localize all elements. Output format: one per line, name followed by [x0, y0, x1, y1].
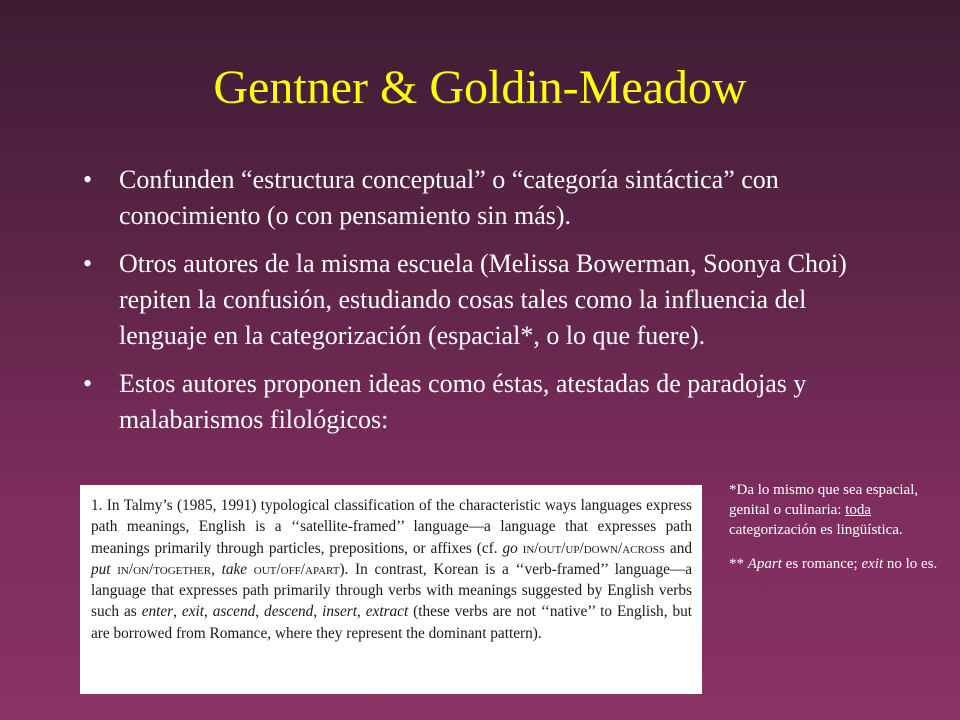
quote-italic: take — [221, 560, 254, 578]
bullet-text: Confunden “estructura conceptual” o “categoría sintáctica” con conocimiento (o con pensamiento sin más). — [119, 165, 779, 230]
quote-italic: enter — [141, 603, 174, 621]
footnote-text: *Da lo mismo que sea espacial, genital o culinaria: — [729, 482, 919, 518]
footnote-text: no lo es. — [883, 556, 938, 572]
bullet-text: Estos autores proponen ideas como éstas, atestadas de paradojas y malabarismos filológicos: — [119, 369, 807, 434]
quote-italic: put — [91, 560, 118, 578]
bullet-item — [83, 246, 863, 354]
quote-italic: descend — [264, 603, 314, 621]
footnote-italic: exit — [861, 556, 884, 572]
bullet-dot: • — [83, 165, 93, 194]
quote-text: and — [665, 539, 692, 557]
quote-text: ). In contrast, Korean is a ‘‘verb-framed’’ language—a language that expresses path primarily through verbs with meanings suggested by English verbs such as — [91, 560, 692, 621]
quote-smallcaps: out/off/apart — [253, 560, 340, 578]
footnote-1 — [729, 480, 955, 540]
bullet-text: Otros autores de la misma escuela (Melissa Bowerman, Soonya Choi) repiten la confusión, estudiando cosas tales como la influencia del lenguaje en la categorización (espacial*, o lo que fuere). — [119, 249, 847, 350]
quote-text: , — [356, 603, 366, 621]
quote-text: , — [204, 603, 213, 621]
bullet-dot: • — [83, 249, 93, 278]
quote-italic: exit — [181, 603, 204, 621]
slide-title: Gentner & Goldin-Meadow — [213, 61, 747, 114]
footnote-text: es romance; — [781, 556, 862, 572]
quote-italic: ascend — [212, 603, 256, 621]
quote-smallcaps: in/out/up/down/across — [522, 539, 665, 557]
quote-italic: extract — [365, 603, 409, 621]
quote-text: , — [255, 603, 265, 621]
footnote-text: ** — [729, 556, 748, 572]
footnote-underlined: toda — [845, 502, 872, 518]
quote-text: 1. In Talmy’s (1985, 1991) typological classification of the characteristic ways languages express path meanings, English is a ‘‘satellite-framed’’ language—a language that expresses path meanings primarily through particles, prepositions, or affixes (cf. — [91, 497, 692, 557]
quote-text: , — [211, 560, 222, 578]
quoted-excerpt — [80, 485, 702, 694]
quote-italic: insert — [322, 603, 357, 621]
bullet-dot: • — [83, 369, 93, 398]
bullet-item — [83, 162, 863, 234]
footnote — [729, 480, 955, 588]
quote-italic: go — [502, 539, 523, 557]
footnote-text: categorización es lingüística. — [729, 522, 903, 538]
bullet-list — [83, 162, 863, 450]
quote-smallcaps: in/on/together — [117, 560, 212, 578]
footnote-2 — [729, 554, 955, 574]
quote-text: , — [313, 603, 323, 621]
bullet-item — [83, 366, 863, 438]
quote-text: , — [173, 603, 182, 621]
footnote-italic: Apart — [747, 556, 782, 572]
quote-text: (these verbs are not ‘‘native’’ to English, but are borrowed from Romance, where they represent the dominant pattern). — [91, 603, 693, 642]
